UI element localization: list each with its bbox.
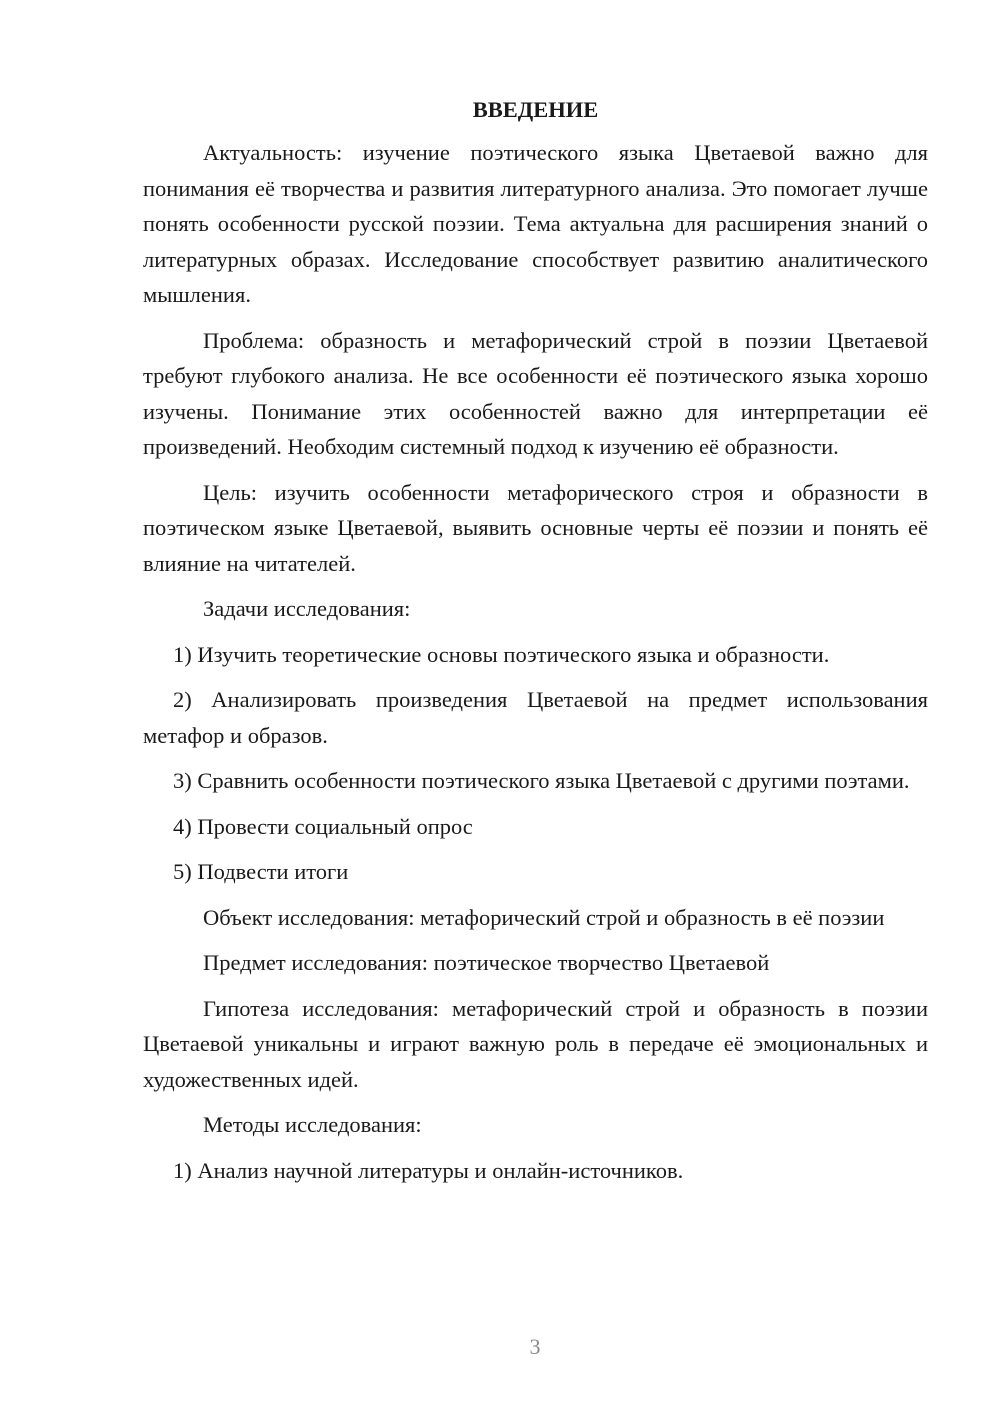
- section-title: ВВЕДЕНИЕ: [472, 97, 599, 122]
- page-content: [143, 92, 928, 1198]
- paragraph: Методы исследования:: [203, 1112, 422, 1137]
- list-item: 1) Изучить теоретические основы поэтического языка и образности.: [173, 641, 830, 667]
- list-item: 5) Подвести итоги: [173, 859, 349, 884]
- paragraph: Предмет исследования: поэтическое творчество Цветаевой: [203, 950, 770, 975]
- paragraph: Задачи исследования:: [203, 596, 411, 621]
- paragraph: Объект исследования: метафорический строй и образность в её поэзии: [203, 904, 885, 930]
- paragraph: Проблема: образность и метафорический строй в поэзии Цветаевой требуют глубокого анализа. Не все особенности её поэтического языка хорошо изучены. Понимание этих особенностей важно для интерпретации её произведений. Необходим системный подход к изучению её образности.: [143, 327, 928, 459]
- paragraph: Гипотеза исследования: метафорический строй и образность в поэзии Цветаевой уникальны и играют важную роль в передаче её эмоциональных и художественных идей.: [143, 995, 928, 1092]
- list-item: 4) Провести социальный опрос: [173, 813, 473, 839]
- paragraph: Актуальность: изучение поэтического языка Цветаевой важно для понимания её творчества и развития литературного анализа. Это помогает лучше понять особенности русской поэзии. Тема актуальна для расширения знаний о литературных образах. Исследование способствует развитию аналитического мышления.: [143, 140, 928, 307]
- body-text: [143, 135, 928, 1188]
- page-number: 3: [529, 1334, 541, 1359]
- list-item: 2) Анализировать произведения Цветаевой на предмет использования метафор и образов.: [143, 687, 928, 748]
- list-item: 3) Сравнить особенности поэтического языка Цветаевой с другими поэтами.: [173, 768, 910, 793]
- list-item: 1) Анализ научной литературы и онлайн-источников.: [173, 1157, 684, 1183]
- paragraph: Цель: изучить особенности метафорического строя и образности в поэтическом языке Цветаевой, выявить основные черты её поэзии и понять её влияние на читателей.: [143, 479, 928, 576]
